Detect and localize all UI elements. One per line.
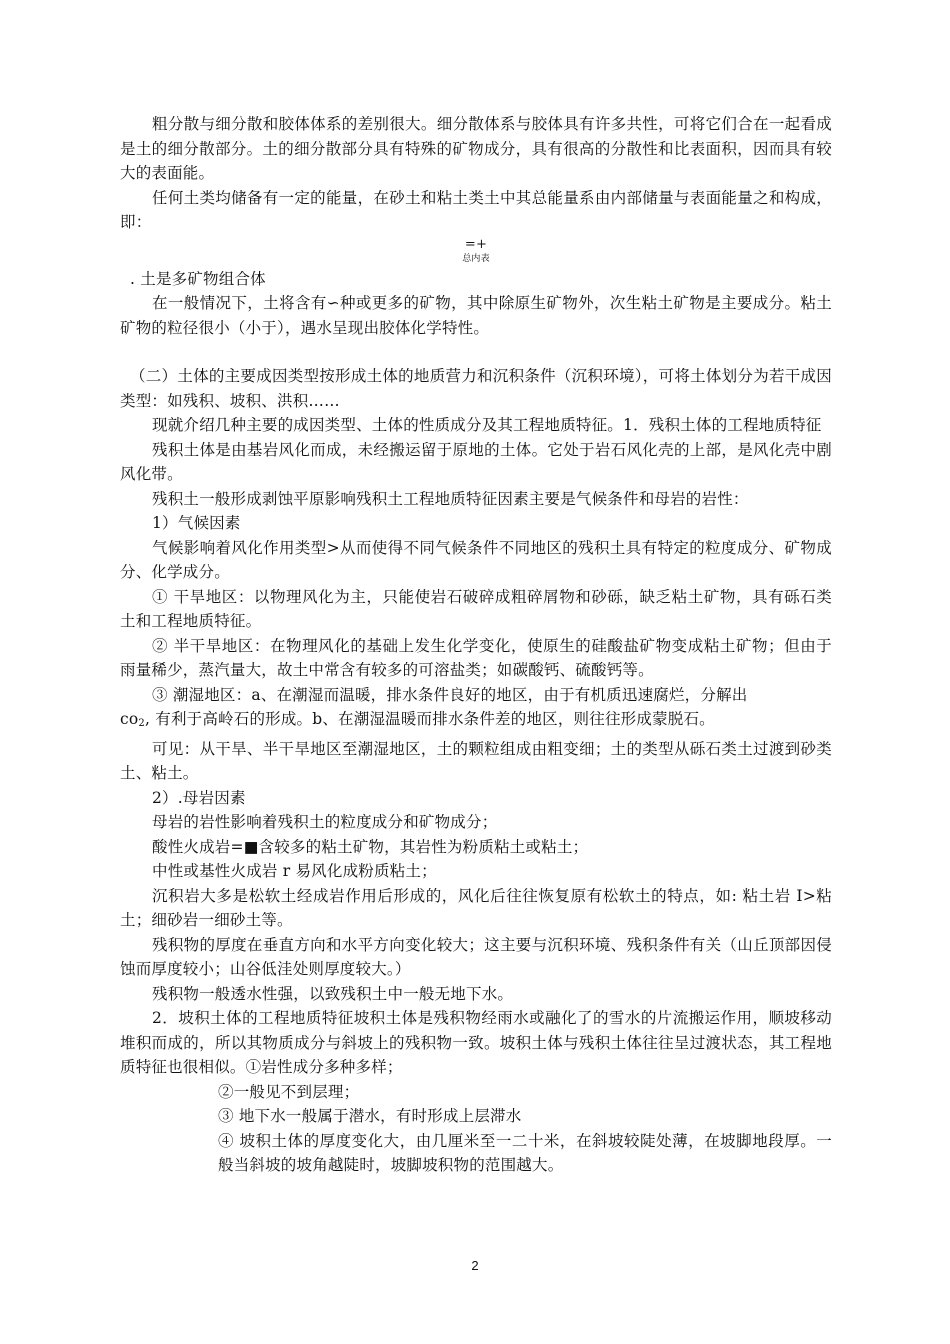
paragraph-slope-deposits: 2．坡积土体的工程地质特征坡积土体是残积物经雨水或融化了的雪水的片流搬运作用，顺坡移动堆积而成的，所以其物质成分与斜坡上的残积物一致。坡积土体与残积土体往往呈过渡状态，其工程地质特征也很相似。①岩性成分多种多样；: [120, 1009, 832, 1076]
list-item-arid: ① 干旱地区：以物理风化为主，只能使岩石破碎成粗碎屑物和砂砾，缺乏粘土矿物，具有砾石类土和工程地质特征。: [120, 587, 832, 630]
paragraph-conclusion: 可见：从干旱、半干旱地区至潮湿地区，土的颗粒组成由粗变细；土的类型从砾石类土过渡到砂类土、粘土。: [120, 739, 832, 782]
paragraph-thickness: 残积物的厚度在垂直方向和水平方向变化较大；这主要与沉积环境、残积条件有关（山丘顶部因侵蚀而厚度较小；山谷低洼处则厚度较大。）: [120, 935, 832, 978]
list-item-semi-arid: ② 半干旱地区：在物理风化的基础上发生化学变化，使原生的硅酸盐矿物变成粘土矿物；但由于雨量稀少，蒸汽量大，故土中常含有较多的可溶盐类；如碳酸钙、硫酸钙等。: [120, 636, 832, 679]
humid-co2-subscript: 2: [138, 718, 145, 729]
humid-co2: co: [120, 710, 139, 728]
paragraph-energy: 任何土类均储备有一定的能量，在砂土和粘土类土中其总能量系由内部储量与表面能量之和构成，即：: [120, 188, 832, 231]
paragraph-acidic-rock: 酸性火成岩=■含较多的粘土矿物，其岩性为粉质粘土或粘土；: [152, 837, 589, 856]
paragraph-residual-factors: 残积土一般形成剥蚀平原影响残积土工程地质特征因素主要是气候条件和母岩的岩性：: [152, 489, 749, 508]
paragraph-permeability: 残积物一般透水性强，以致残积土中一般无地下水。: [152, 984, 514, 1003]
humid-text-part1: ③ 潮湿地区：a、在潮湿而温暖，排水条件良好的地区，由于有机质迅速腐烂，分解出: [152, 685, 748, 704]
list-item-groundwater: ③ 地下水一般属于潜水，有时形成上层滞水: [218, 1107, 522, 1125]
paragraph-residual-definition: 残积土体是由基岩风化而成，未经搬运留于原地的土体。它处于岩石风化壳的上部，是风化壳中剧风化带。: [120, 440, 832, 483]
paragraph-sedimentary-rock: 沉积岩大多是松软土经成岩作用后形成的，风化后往往恢复原有松软土的特点，如: 粘土岩 I>粘土；细砂岩一细砂土等。: [120, 886, 832, 929]
section-genetic-types: （二）土体的主要成因类型按形成土体的地质营力和沉积条件（沉积环境），可将土体划分为若干成因类型：如残积、坡积、洪积……: [120, 367, 832, 410]
heading-parent-rock: 2）.母岩因素: [152, 788, 246, 807]
paragraph-climate: 气候影响着风化作用类型>从而使得不同气候条件不同地区的残积土具有特定的粒度成分、矿物成分、化学成分。: [120, 538, 832, 581]
list-item-no-bedding: ②一般见不到层理；: [218, 1082, 360, 1101]
document-body: [120, 112, 832, 1178]
list-item-humid: [120, 683, 832, 737]
blank-line: [120, 340, 832, 364]
heading-multi-mineral: . 土是多矿物组合体: [130, 269, 266, 288]
energy-formula: =+: [464, 236, 488, 252]
paragraph-fine-dispersion: 粗分散与细分散和胶体体系的差别很大。细分散体系与胶体具有许多共性，可将它们合在一起看成是土的细分散部分。土的细分散部分具有特殊的矿物成分，具有很高的分散性和比表面积，因而具有较大的表面能。: [120, 115, 832, 182]
paragraph-parent-rock: 母岩的岩性影响着残积土的粒度成分和矿物成分；: [152, 813, 498, 831]
heading-climate-factor: 1）气候因素: [152, 514, 241, 532]
paragraph-intro-types: 现就介绍几种主要的成因类型、土体的性质成分及其工程地质特征。1．残积土体的工程地质特征: [152, 416, 822, 434]
humid-text-part2: , 有利于高岭石的形成。b、在潮湿温暖而排水条件差的地区，则往往形成蒙脱石。: [144, 710, 715, 728]
paragraph-basic-rock: 中性或基性火成岩 r 易风化成粉质粘土；: [152, 862, 437, 880]
energy-formula-subscripts: 总内表: [462, 253, 490, 264]
list-item-thickness-variation: ④ 坡积土体的厚度变化大，由几厘米至一二十米，在斜坡较陡处薄，在坡脚地段厚。一般当斜坡的坡角越陡时，坡脚坡积物的范围越大。: [218, 1131, 832, 1174]
paragraph-minerals: 在一般情况下，土将含有∽种或更多的矿物，其中除原生矿物外，次生粘土矿物是主要成分。粘土矿物的粒径很小（小于），遇水呈现出胶体化学特性。: [120, 294, 832, 337]
page-number: 2: [471, 1258, 479, 1273]
